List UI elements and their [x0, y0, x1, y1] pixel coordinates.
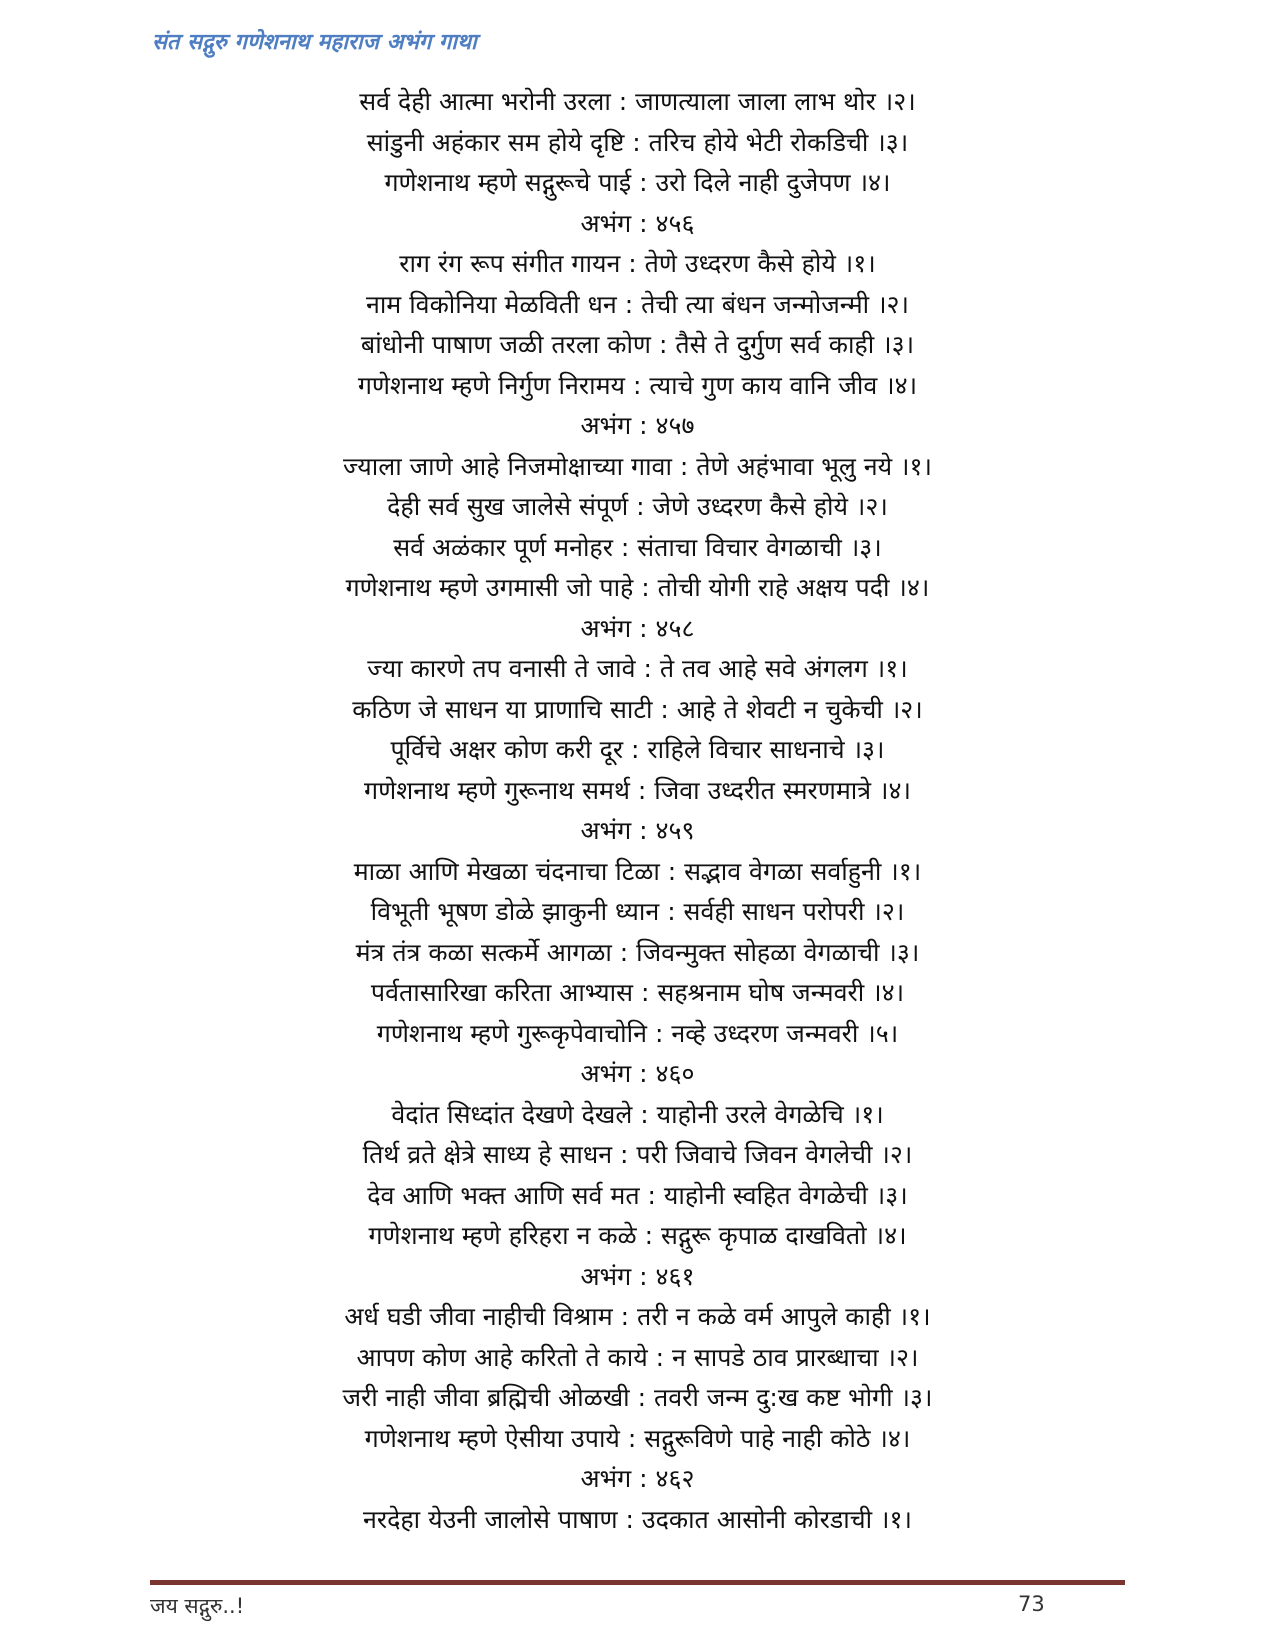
- verse-line: गणेशनाथ म्हणे निर्गुण निरामय : त्याचे गुण काय वानि जीव ।४।: [357, 370, 918, 400]
- abhang-text-body: [150, 82, 1125, 1540]
- verse-line: नाम विकोनिया मेळविती धन : तेची त्या बंधन जन्मोजन्मी ।२।: [365, 289, 910, 319]
- verse-line: आपण कोण आहे करितो ते काये : न सापडे ठाव प्रारब्धाचा ।२।: [356, 1342, 919, 1372]
- verse-line: जरी नाही जीवा ब्रह्मिची ओळखी : तवरी जन्म दु:ख कष्ट भोगी ।३।: [342, 1383, 933, 1412]
- verse-line: कठिण जे साधन या प्राणाचि साटी : आहे ते शेवटी न चुकेची ।२।: [352, 694, 923, 724]
- verse-line: तिर्थ व्रते क्षेत्रे साध्य हे साधन : परी जिवाचे जिवन वेगलेची ।२।: [362, 1140, 913, 1169]
- abhang-heading: अभंग : ४६०: [580, 1059, 695, 1088]
- verse-line: गणेशनाथ म्हणे गुरूनाथ समर्थ : जिवा उध्दरीत स्मरणमात्रे ।४।: [364, 775, 911, 805]
- verse-line: देव आणि भक्त आणि सर्व मत : याहोनी स्वहित वेगळेची ।३।: [367, 1180, 908, 1210]
- verse-line: वेदांत सिध्दांत देखणे देखले : याहोनी उरले वेगळेचि ।१।: [391, 1099, 884, 1129]
- verse-line: ज्या कारणे तप वनासी ते जावे : ते तव आहे सवे अंगलग ।१।: [367, 654, 908, 683]
- verse-line: बांधोनी पाषाण जळी तरला कोण : तैसे ते दुर्गुण सर्व काही ।३।: [360, 330, 915, 359]
- verse-line: सर्व देही आत्मा भरोनी उरला : जाणत्याला जाला लाभ थोर ।२।: [359, 87, 916, 116]
- verse-line: गणेशनाथ म्हणे उगमासी जो पाहे : तोची योगी राहे अक्षय पदी ।४।: [345, 573, 930, 602]
- verse-line: पर्वतासारिखा करिता आभ्यास : सहश्रनाम घोष जन्मवरी ।४।: [370, 978, 905, 1007]
- verse-line: अर्ध घडी जीवा नाहीची विश्राम : तरी न कळे वर्म आपुले काही ।१।: [344, 1302, 931, 1331]
- abhang-heading: अभंग : ४५९: [580, 816, 695, 845]
- verse-line: गणेशनाथ म्हणे हरिहरा न कळे : सद्गुरू कृपाळ दाखवितो ।४।: [368, 1221, 907, 1250]
- verse-line: गणेशनाथ म्हणे गुरूकृपेवाचोनि : नव्हे उध्दरण जन्मवरी ।५।: [376, 1018, 899, 1048]
- abhang-heading: अभंग : ४६१: [580, 1261, 695, 1291]
- verse-line: ज्याला जाणे आहे निजमोक्षाच्या गावा : तेणे अहंभावा भूलु नये ।१।: [342, 451, 933, 481]
- verse-line: सर्व अळंकार पूर्ण मनोहर : संताचा विचार वेगळाची ।३।: [393, 532, 882, 562]
- page-number: 73: [1018, 1592, 1045, 1616]
- verse-line: गणेशनाथ म्हणे सद्गुरूचे पाई : उरो दिले नाही दुजेपण ।४।: [384, 168, 891, 197]
- running-header: संत सद्गुरु गणेशनाथ महाराज अभंग गाथा: [152, 30, 477, 55]
- verse-line: मंत्र तंत्र कळा सत्कर्मे आगळा : जिवन्मुक्त सोहळा वेगळाची ।३।: [355, 937, 920, 967]
- verse-line: विभूती भूषण डोळे झाकुनी ध्यान : सर्वही साधन परोपरी ।२।: [370, 897, 905, 926]
- verse-line: राग रंग रूप संगीत गायन : तेणे उध्दरण कैसे होये ।१।: [399, 249, 876, 278]
- abhang-heading: अभंग : ४५६: [580, 208, 695, 238]
- footer-tagline: जय सद्गुरु..!: [150, 1594, 245, 1618]
- abhang-heading: अभंग : ४५७: [580, 411, 695, 440]
- abhang-heading: अभंग : ४६२: [580, 1464, 695, 1493]
- verse-line: माळा आणि मेखळा चंदनाचा टिळा : सद्भाव वेगळा सर्वाहुनी ।१।: [353, 856, 922, 886]
- verse-line: पूर्विचे अक्षर कोण करी दूर : राहिले विचार साधनाचे ।३।: [390, 735, 885, 764]
- verse-line: नरदेहा येउनी जालोसे पाषाण : उदकात आसोनी कोरडाची ।१।: [363, 1504, 912, 1534]
- footer-divider: [150, 1580, 1125, 1585]
- verse-line: गणेशनाथ म्हणे ऐसीया उपाये : सद्गुरूविणे पाहे नाही कोठे ।४।: [364, 1423, 911, 1453]
- abhang-heading: अभंग : ४५८: [580, 613, 695, 643]
- verse-line: सांडुनी अहंकार सम होये दृष्टि : तरिच होये भेटी रोकडिची ।३।: [366, 127, 909, 157]
- verse-line: देही सर्व सुख जालेसे संपूर्ण : जेणे उध्दरण कैसे होये ।२।: [387, 492, 888, 521]
